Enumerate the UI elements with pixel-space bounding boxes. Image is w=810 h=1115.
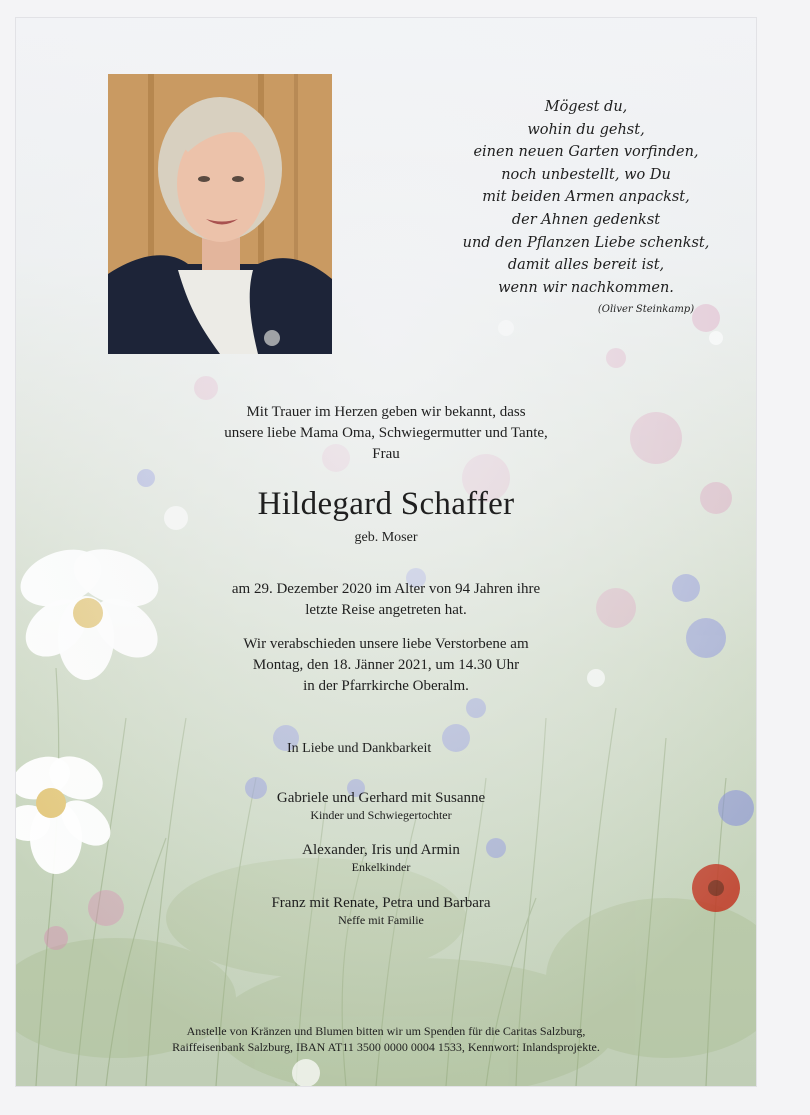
deceased-name: Hildegard Schaffer [257,486,515,522]
poem-line: wohin du gehst, [527,121,645,138]
donation-line: Anstelle von Kränzen und Blumen bitten wir um Spenden für die Caritas Salzburg, [186,1024,586,1038]
funeral-line: in der Pfarrkirche Oberalm. [303,678,469,694]
poem [436,96,736,317]
poem-line: und den Pflanzen Liebe schenkst, [462,234,710,251]
poem-line: der Ahnen gedenkst [511,211,661,228]
maiden-name: geb. Moser [354,530,418,545]
mourner-group [206,840,556,875]
death-notice [16,579,756,621]
intro-line: Frau [372,446,400,462]
obituary-card [16,18,756,1086]
poem-line: noch unbestellt, wo Du [501,166,671,183]
mourner-relation: Enkelkinder [351,860,411,874]
mourner-relation: Neffe mit Familie [338,913,424,927]
poem-author: (Oliver Steinkamp) [597,304,695,316]
gratitude-line: In Liebe und Dankbarkeit [287,741,432,756]
funeral-line: Wir verabschieden unsere liebe Verstorbene am [243,636,529,652]
poem-line: wenn wir nachkommen. [498,279,674,296]
mourner-group [206,893,556,928]
mourner-names: Gabriele und Gerhard mit Susanne [276,790,486,806]
mourner-names: Alexander, Iris und Armin [302,842,460,858]
death-line: letzte Reise angetreten hat. [305,602,467,618]
poem-line: Mögest du, [544,99,628,115]
death-line: am 29. Dezember 2020 im Alter von 94 Jahren ihre [231,581,541,597]
mourner-group [206,788,556,823]
funeral-details [16,634,756,697]
poem-line: damit alles bereit ist, [507,257,665,274]
intro-line: unsere liebe Mama Oma, Schwiegermutter und Tante, [224,425,548,441]
mourner-names: Franz mit Renate, Petra und Barbara [271,895,491,911]
mourner-relation: Kinder und Schwiegertochter [310,808,452,822]
funeral-line: Montag, den 18. Jänner 2021, um 14.30 Uhr [252,657,520,673]
intro-line: Mit Trauer im Herzen geben wir bekannt, dass [246,404,526,420]
poem-line: einen neuen Garten vorfinden, [473,144,699,161]
portrait-photo [108,74,332,354]
announcement-intro [16,402,756,465]
poem-line: mit beiden Armen anpackst, [482,189,690,206]
donation-line: Raiffeisenbank Salzburg, IBAN AT11 3500 0000 0004 1533, Kennwort: Inlandsprojekte. [172,1040,600,1054]
donation-note [16,1023,756,1055]
